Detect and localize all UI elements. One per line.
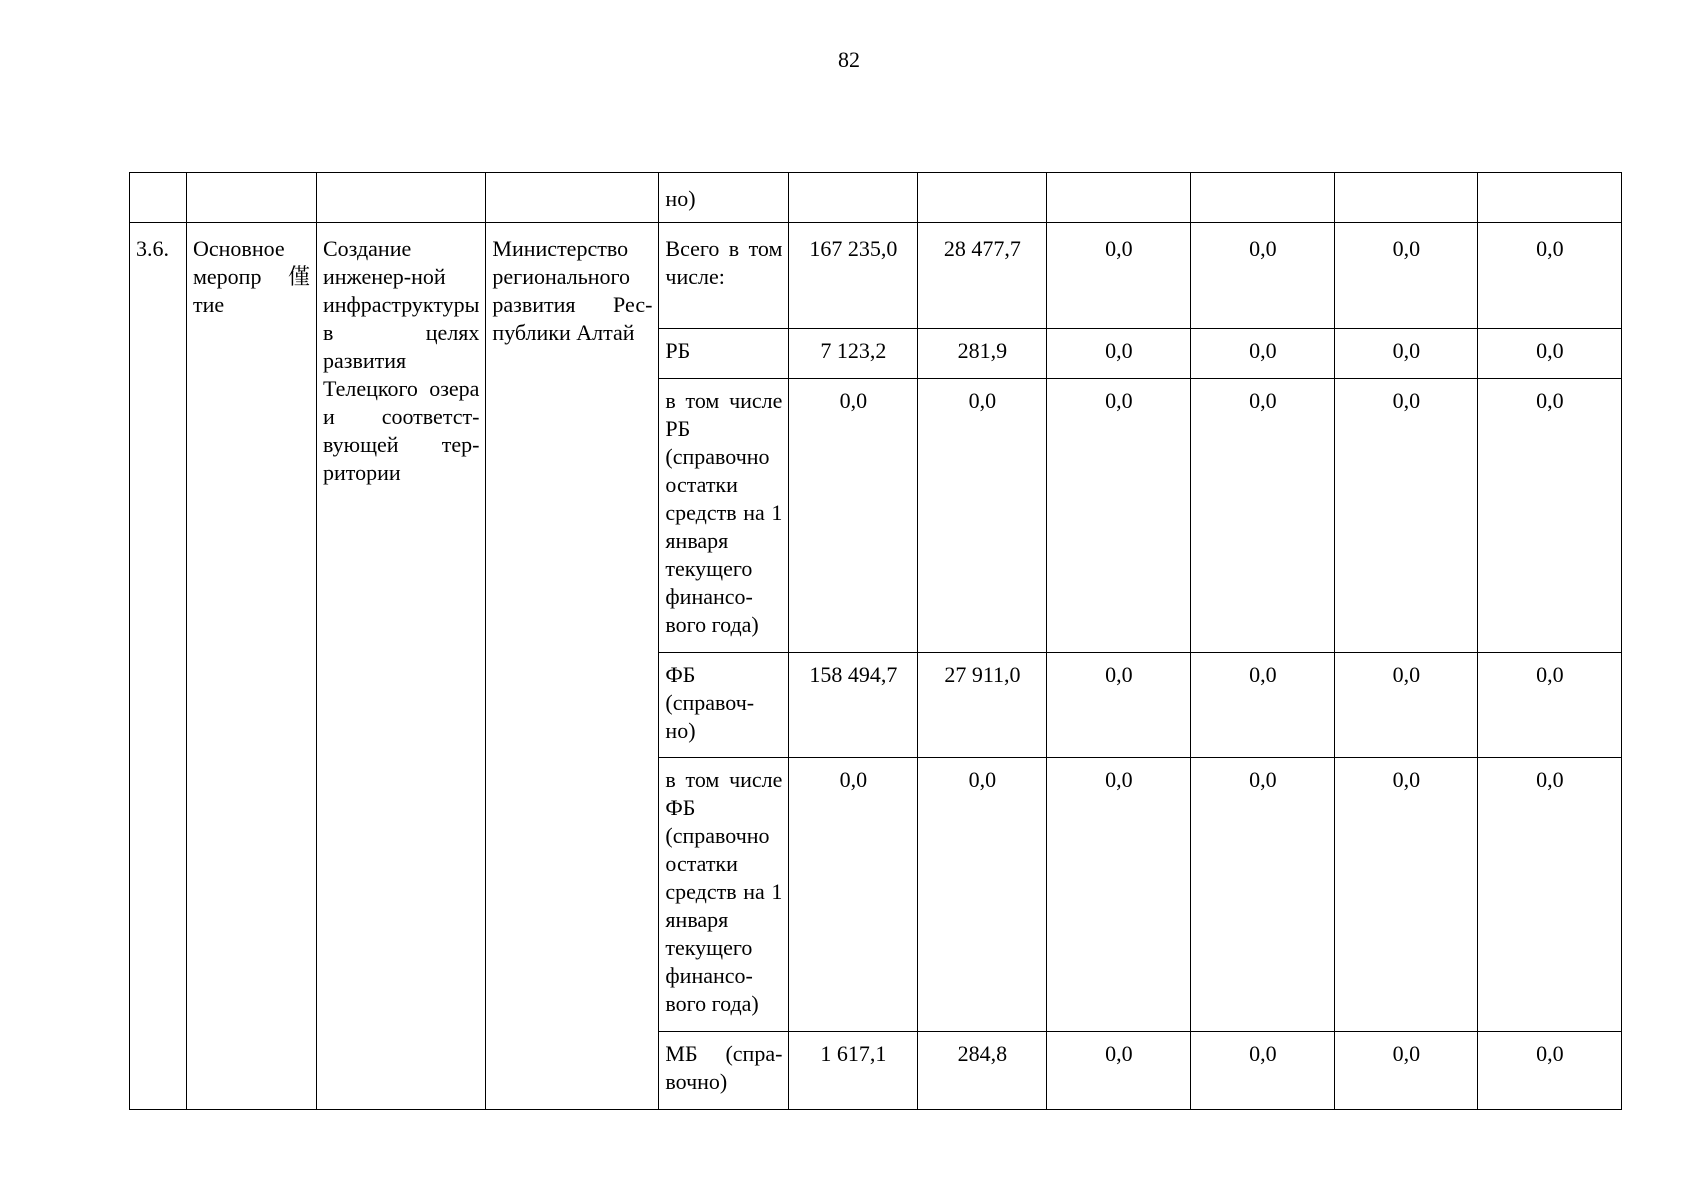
- funding-source-cell: [659, 329, 789, 379]
- value-cell: 158 494,7: [789, 653, 918, 758]
- value-cell: 0,0: [789, 758, 918, 1032]
- value-cell: 284,8: [918, 1032, 1047, 1110]
- item-name-cell: [317, 223, 486, 1110]
- item-type-text: Основное меропр僅тие: [193, 236, 310, 317]
- funding-source-text: в том числе ФБ (справочно остатки средств на 1 января текущего финансо-вого года): [665, 767, 783, 1016]
- value-cell: 167 235,0: [789, 223, 918, 329]
- funding-source-text: ФБ (справоч-но): [665, 662, 755, 743]
- funding-source-cell: но): [659, 173, 789, 223]
- value-cell: 0,0: [1335, 758, 1478, 1032]
- funding-source-text: РБ: [665, 338, 691, 363]
- value-cell: 0,0: [1478, 653, 1622, 758]
- item-type-cell: [187, 223, 317, 1110]
- value-cell: 0,0: [1478, 1032, 1622, 1110]
- empty-cell: [1478, 173, 1622, 223]
- value-cell: 0,0: [918, 379, 1047, 653]
- table-row: [130, 223, 1622, 329]
- value-cell: 0,0: [1191, 653, 1335, 758]
- value-cell: 0,0: [1478, 223, 1622, 329]
- empty-cell: [918, 173, 1047, 223]
- value-cell: 27 911,0: [918, 653, 1047, 758]
- budget-table: [129, 172, 1622, 1110]
- value-cell: 0,0: [1478, 379, 1622, 653]
- value-cell: 0,0: [1047, 379, 1191, 653]
- value-cell: 0,0: [1191, 329, 1335, 379]
- page-number: 82: [838, 47, 860, 72]
- funding-source-cell: [659, 758, 789, 1032]
- funding-source-cell: [659, 223, 789, 329]
- executor-cell: [486, 223, 659, 1110]
- value-cell: 281,9: [918, 329, 1047, 379]
- value-cell: 0,0: [1478, 758, 1622, 1032]
- funding-source-cell: [659, 379, 789, 653]
- value-cell: 0,0: [1047, 653, 1191, 758]
- value-cell: 0,0: [789, 379, 918, 653]
- value-cell: 0,0: [1335, 223, 1478, 329]
- value-cell: 0,0: [1335, 329, 1478, 379]
- funding-source-text: в том числе РБ (справочно остатки средств на 1 января текущего финансо-вого года): [665, 388, 783, 637]
- value-cell: 1 617,1: [789, 1032, 918, 1110]
- value-cell: 0,0: [1478, 329, 1622, 379]
- value-cell: 28 477,7: [918, 223, 1047, 329]
- empty-cell: [789, 173, 918, 223]
- value-cell: 0,0: [1047, 758, 1191, 1032]
- value-cell: 0,0: [1047, 329, 1191, 379]
- value-cell: 0,0: [1335, 379, 1478, 653]
- funding-source-text: Всего в том числе:: [665, 236, 783, 289]
- funding-source-cell: [659, 653, 789, 758]
- empty-cell: [187, 173, 317, 223]
- empty-cell: [1047, 173, 1191, 223]
- value-cell: 0,0: [1191, 379, 1335, 653]
- funding-source-cell: [659, 1032, 789, 1110]
- empty-cell: [486, 173, 659, 223]
- executor-text: Министерство регионального развития Рес-публики Алтай: [492, 236, 653, 345]
- value-cell: 7 123,2: [789, 329, 918, 379]
- empty-cell: [1191, 173, 1335, 223]
- empty-cell: [130, 173, 187, 223]
- value-cell: 0,0: [1047, 1032, 1191, 1110]
- value-cell: 0,0: [1191, 1032, 1335, 1110]
- value-cell: 0,0: [1335, 653, 1478, 758]
- value-cell: 0,0: [1047, 223, 1191, 329]
- value-cell: 0,0: [1335, 1032, 1478, 1110]
- value-cell: 0,0: [1191, 758, 1335, 1032]
- value-cell: 0,0: [1191, 223, 1335, 329]
- funding-source-text: МБ (спра-вочно): [665, 1041, 783, 1094]
- table-row-continuation: [130, 173, 1622, 223]
- item-number-cell: 3.6.: [130, 223, 187, 1110]
- value-cell: 0,0: [918, 758, 1047, 1032]
- empty-cell: [1335, 173, 1478, 223]
- empty-cell: [317, 173, 486, 223]
- item-name-text: Создание инженер-ной инфраструктуры в целях развития Телецкого озера и соответст-вующей тер-ритории: [323, 236, 480, 485]
